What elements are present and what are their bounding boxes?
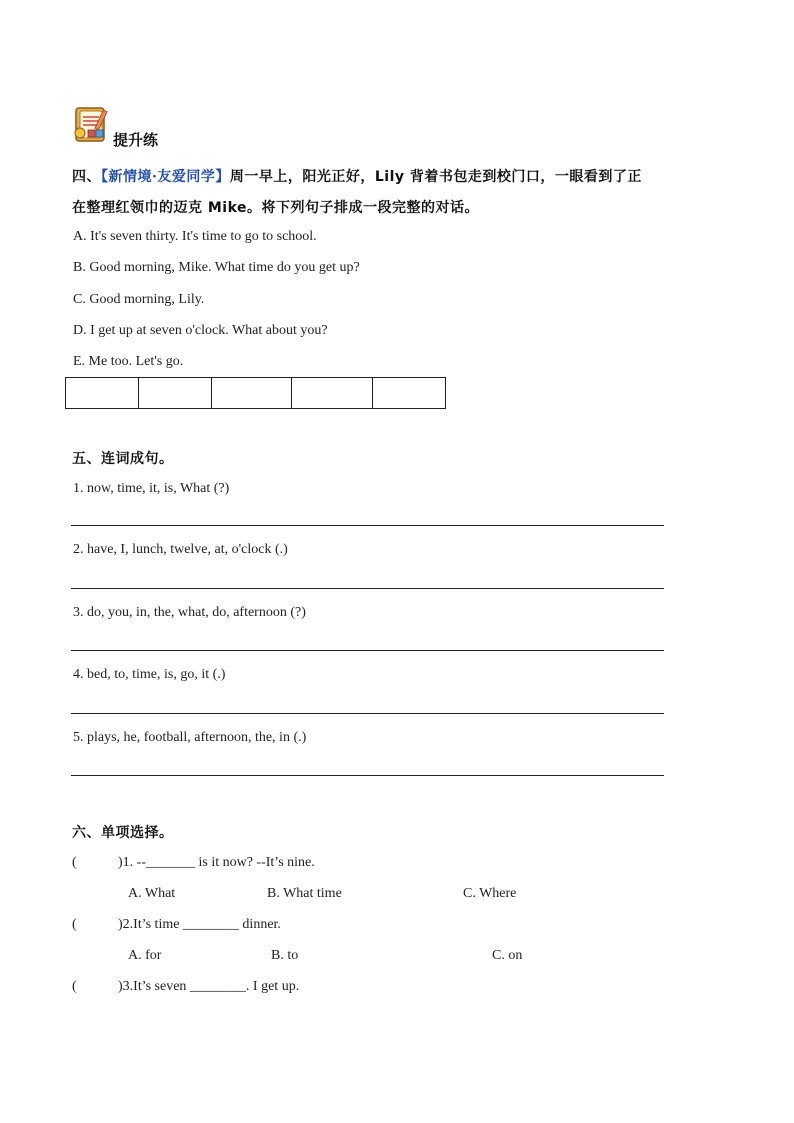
answer-line[interactable] bbox=[71, 525, 664, 526]
q6-q3-paren[interactable]: ( bbox=[72, 979, 77, 994]
q6-q1-text: )1. --_______ is it now? --It’s nine. bbox=[118, 855, 315, 870]
q6-q3-text: )3.It’s seven ________. I get up. bbox=[118, 979, 300, 994]
answer-line[interactable] bbox=[71, 713, 664, 714]
q4-option-e: E. Me too. Let's go. bbox=[73, 354, 184, 369]
q4-number: 四、 bbox=[72, 169, 101, 185]
q6-heading: 六、单项选择。 bbox=[72, 825, 174, 841]
section-label: 提升练 bbox=[113, 131, 159, 149]
q6-q1-option-b: B. What time bbox=[267, 886, 342, 901]
answer-cell[interactable] bbox=[139, 378, 212, 409]
q5-item-5: 5. plays, he, football, afternoon, the, in (.) bbox=[73, 730, 307, 745]
q4-option-b: B. Good morning, Mike. What time do you get up? bbox=[73, 260, 360, 275]
q5-item-4: 4. bed, to, time, is, go, it (.) bbox=[73, 667, 226, 682]
q4-option-c: C. Good morning, Lily. bbox=[73, 292, 205, 307]
q4-heading-line1 bbox=[72, 166, 642, 186]
answer-line[interactable] bbox=[71, 588, 664, 589]
q5-item-3: 3. do, you, in, the, what, do, afternoon (?) bbox=[73, 605, 306, 620]
q6-q2-option-c: C. on bbox=[492, 948, 523, 963]
q5-heading: 五、连词成句。 bbox=[72, 451, 174, 467]
answer-cell[interactable] bbox=[212, 378, 292, 409]
answer-cell[interactable] bbox=[373, 378, 446, 409]
answer-line[interactable] bbox=[71, 650, 664, 651]
q4-option-d: D. I get up at seven o'clock. What about you? bbox=[73, 323, 328, 338]
q4-heading-line2: 在整理红领巾的迈克 Mike。将下列句子排成一段完整的对话。 bbox=[72, 200, 480, 216]
answer-line[interactable] bbox=[71, 775, 664, 776]
q6-q2-paren[interactable]: ( bbox=[72, 917, 77, 932]
q6-q2-option-b: B. to bbox=[271, 948, 299, 963]
answer-cell[interactable] bbox=[292, 378, 373, 409]
answer-cell[interactable] bbox=[66, 378, 139, 409]
q4-tag: 【新情境·友爱同学】 bbox=[101, 169, 230, 185]
q6-q1-option-a: A. What bbox=[128, 886, 176, 901]
q4-answer-table bbox=[65, 377, 446, 409]
q6-q2-option-a: A. for bbox=[128, 948, 162, 963]
notebook-icon bbox=[72, 106, 110, 144]
q6-q2-text: )2.It’s time ________ dinner. bbox=[118, 917, 281, 932]
q5-item-2: 2. have, I, lunch, twelve, at, o'clock (.) bbox=[73, 542, 288, 557]
q6-q1-option-c: C. Where bbox=[463, 886, 517, 901]
q4-heading-text: 周一早上，阳光正好，Lily 背着书包走到校门口，一眼看到了正 bbox=[229, 169, 642, 185]
q6-q1-paren[interactable]: ( bbox=[72, 855, 77, 870]
q5-item-1: 1. now, time, it, is, What (?) bbox=[73, 481, 230, 496]
q4-option-a: A. It's seven thirty. It's time to go to school. bbox=[73, 229, 317, 244]
